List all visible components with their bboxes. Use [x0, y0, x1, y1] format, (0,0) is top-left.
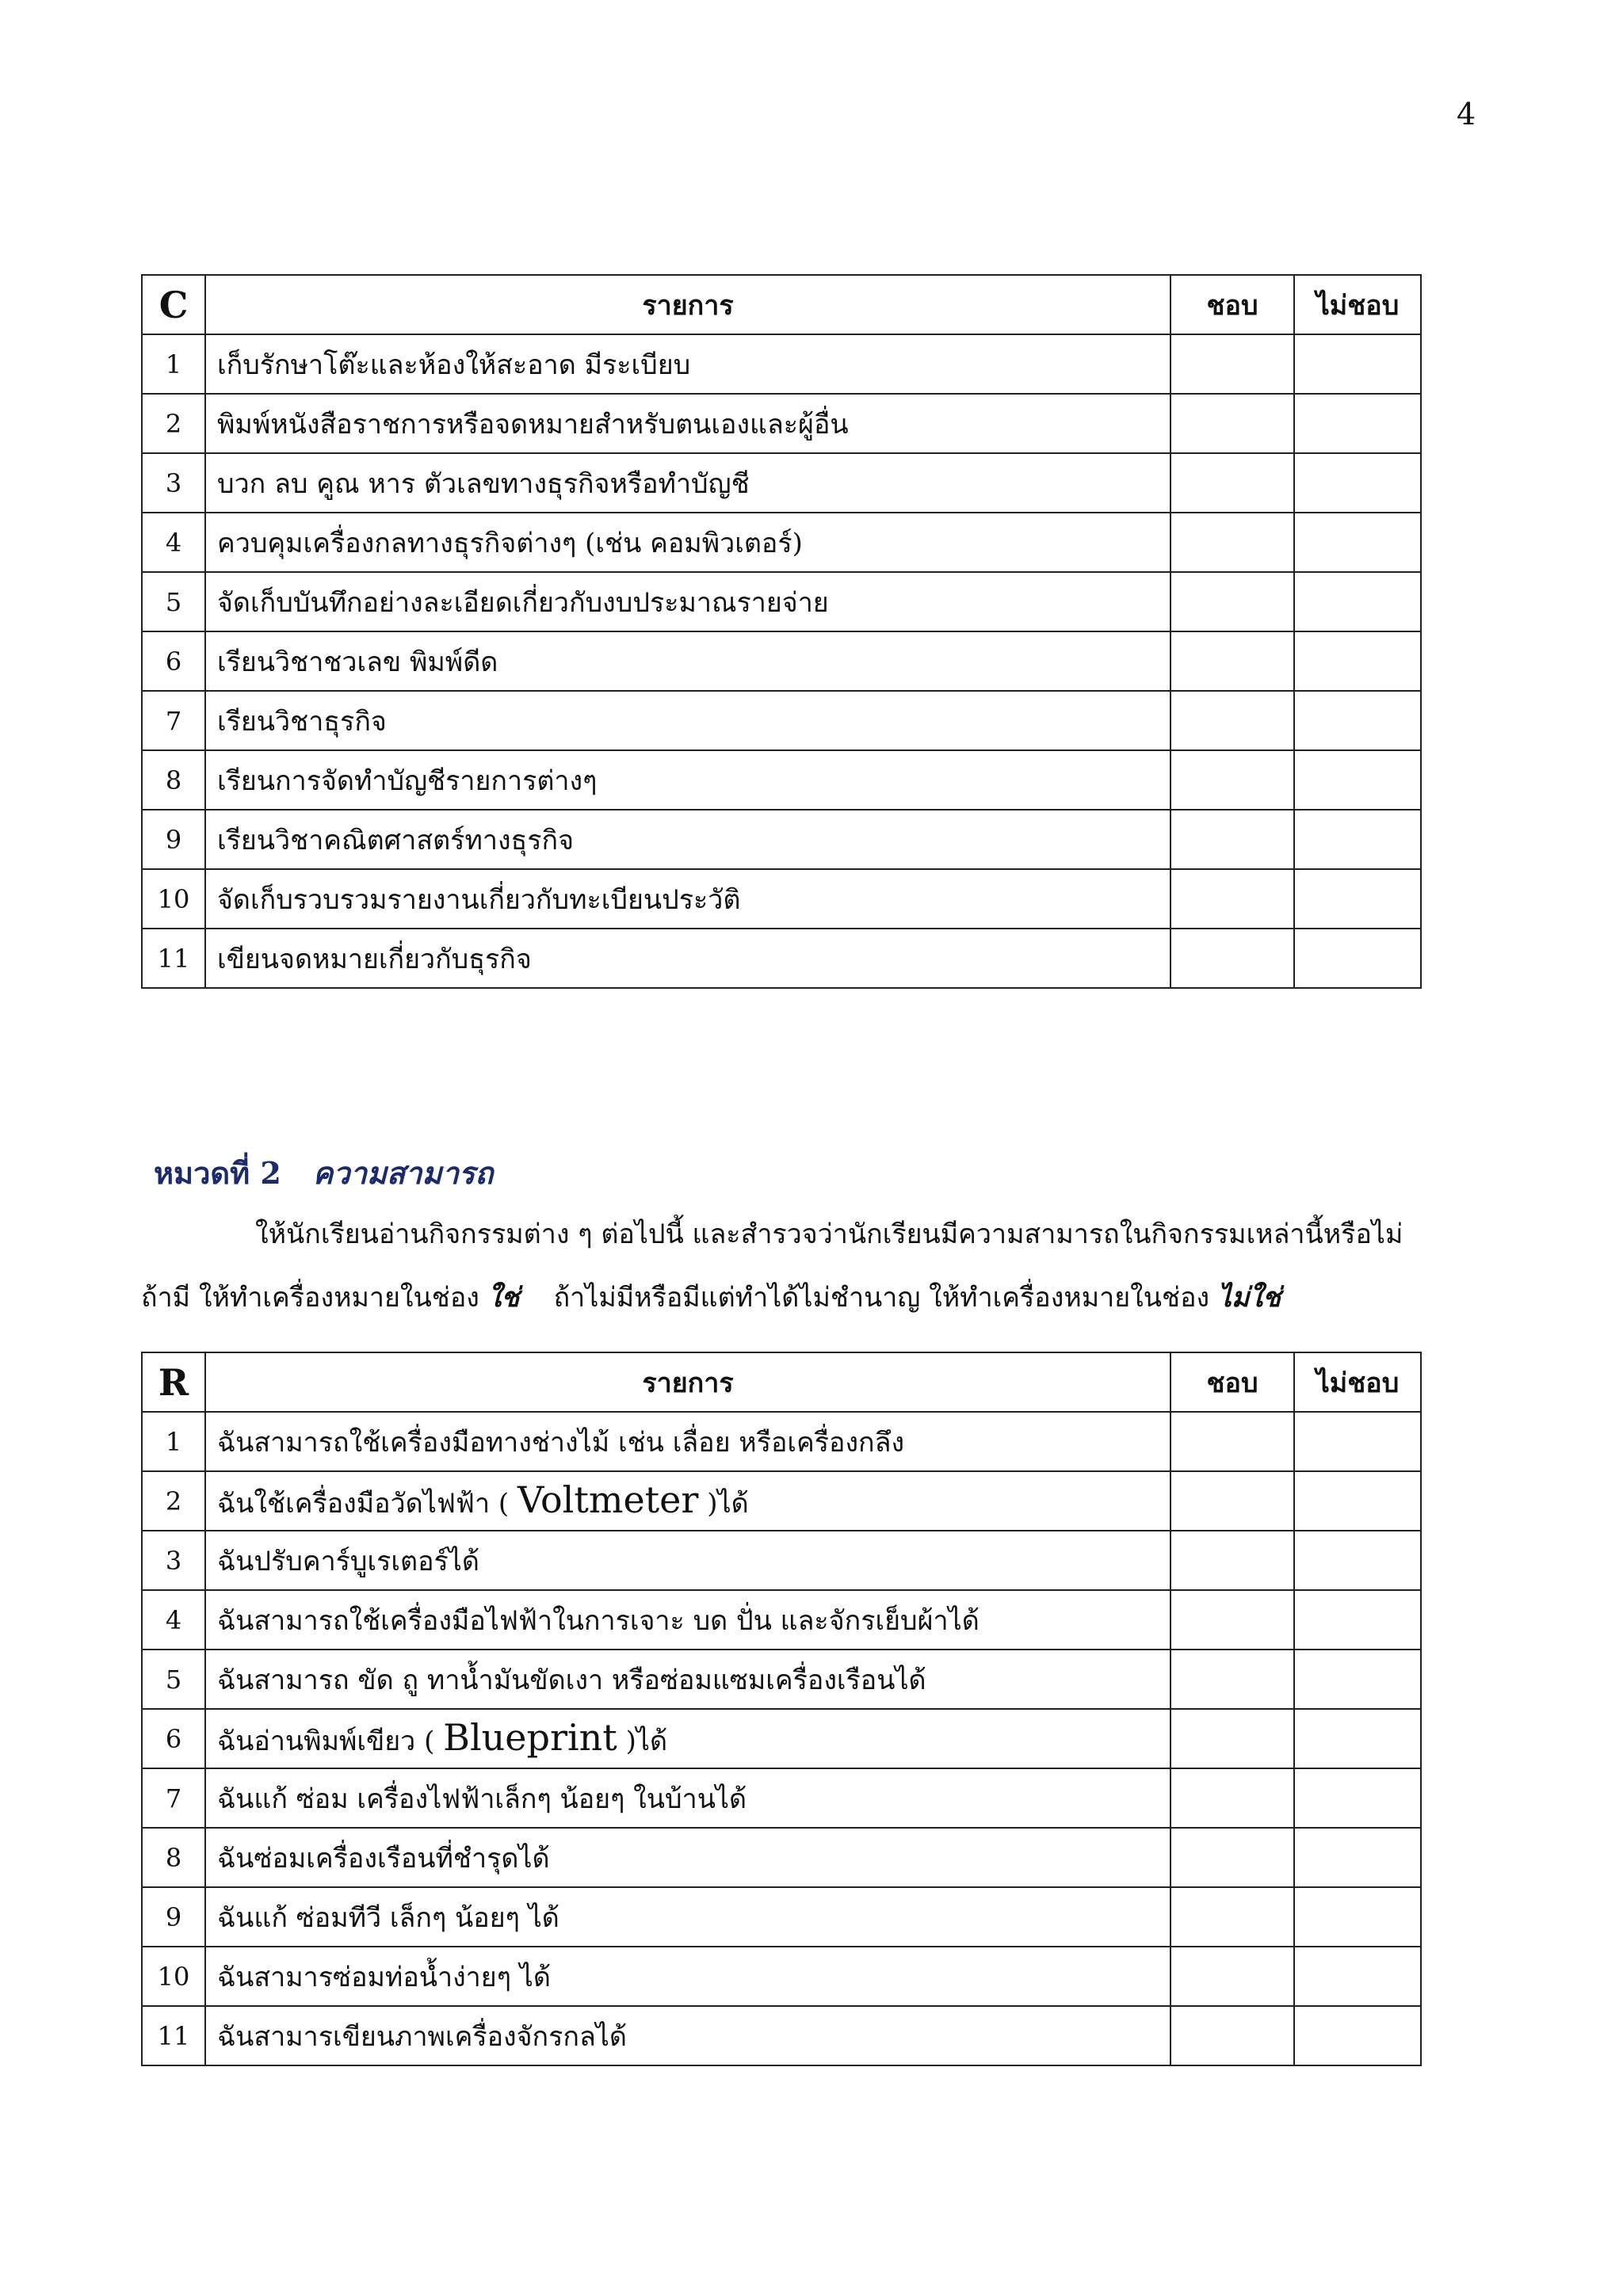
- dislike-checkbox-cell[interactable]: [1294, 2006, 1421, 2065]
- like-checkbox-cell[interactable]: [1170, 1947, 1294, 2006]
- like-checkbox-cell[interactable]: [1170, 631, 1294, 691]
- row-number: 3: [142, 1531, 205, 1590]
- row-item-text: บวก ลบ คูณ หาร ตัวเลขทางธุรกิจหรือทำบัญชี: [205, 453, 1170, 513]
- row-number: 9: [142, 1887, 205, 1947]
- table-row: [142, 631, 1421, 691]
- row-item-text-latin: Blueprint: [443, 1715, 617, 1759]
- like-checkbox-cell[interactable]: [1170, 750, 1294, 810]
- like-checkbox-cell[interactable]: [1170, 1887, 1294, 1947]
- dislike-checkbox-cell[interactable]: [1294, 513, 1421, 572]
- table-row: [142, 1531, 1421, 1590]
- table-row: [142, 869, 1421, 929]
- like-checkbox-cell[interactable]: [1170, 1709, 1294, 1768]
- row-number: 7: [142, 1768, 205, 1828]
- row-number: 11: [142, 929, 205, 988]
- like-checkbox-cell[interactable]: [1170, 1531, 1294, 1590]
- table-c-header-dislike: ไม่ชอบ: [1294, 275, 1421, 334]
- dislike-checkbox-cell[interactable]: [1294, 631, 1421, 691]
- row-item-text: ฉันแก้ ซ่อม เครื่องไฟฟ้าเล็กๆ น้อยๆ ในบ้านได้: [205, 1768, 1170, 1828]
- row-item-text: ฉันซ่อมเครื่องเรือนที่ชำรุดได้: [205, 1828, 1170, 1887]
- dislike-checkbox-cell[interactable]: [1294, 572, 1421, 631]
- table-row: [142, 1412, 1421, 1471]
- dislike-checkbox-cell[interactable]: [1294, 929, 1421, 988]
- table-row: [142, 513, 1421, 572]
- row-number: 6: [142, 1709, 205, 1768]
- table-c-letter: C: [142, 275, 205, 334]
- instruction-line-2: [141, 1276, 1281, 1318]
- row-item-text: ฉันสามารถใช้เครื่องมือไฟฟ้าในการเจาะ บด ปั่น และจักรเย็บผ้าได้: [205, 1590, 1170, 1650]
- page-number: 4: [1457, 97, 1476, 132]
- dislike-checkbox-cell[interactable]: [1294, 1531, 1421, 1590]
- like-checkbox-cell[interactable]: [1170, 929, 1294, 988]
- table-row: [142, 334, 1421, 394]
- dislike-checkbox-cell[interactable]: [1294, 1828, 1421, 1887]
- row-item-text-pre: ฉันอ่านพิมพ์เขียว (: [217, 1725, 444, 1757]
- like-checkbox-cell[interactable]: [1170, 810, 1294, 869]
- row-number: 2: [142, 1471, 205, 1531]
- row-item-text: ฉันสามารถ ขัด ถู ทาน้ำมันขัดเงา หรือซ่อมแซมเครื่องเรือนได้: [205, 1650, 1170, 1709]
- row-number: 5: [142, 572, 205, 631]
- dislike-checkbox-cell[interactable]: [1294, 810, 1421, 869]
- dislike-checkbox-cell[interactable]: [1294, 1412, 1421, 1471]
- dislike-checkbox-cell[interactable]: [1294, 1947, 1421, 2006]
- table-r-letter: R: [142, 1352, 205, 1412]
- row-number: 4: [142, 1590, 205, 1650]
- like-checkbox-cell[interactable]: [1170, 1828, 1294, 1887]
- row-item-text: เขียนจดหมายเกี่ยวกับธุรกิจ: [205, 929, 1170, 988]
- row-item-text: [205, 1471, 1170, 1531]
- table-row: [142, 2006, 1421, 2065]
- row-item-text-post: )ได้: [698, 1487, 749, 1520]
- row-item-text: เรียนการจัดทำบัญชีรายการต่างๆ: [205, 750, 1170, 810]
- table-row: [142, 1828, 1421, 1887]
- table-row: [142, 1650, 1421, 1709]
- row-item-text: เรียนวิชาธุรกิจ: [205, 691, 1170, 750]
- row-item-text: ฉันสามารซ่อมท่อน้ำง่ายๆ ได้: [205, 1947, 1170, 2006]
- row-item-text: ฉันปรับคาร์บูเรเตอร์ได้: [205, 1531, 1170, 1590]
- dislike-checkbox-cell[interactable]: [1294, 691, 1421, 750]
- table-row: [142, 1471, 1421, 1531]
- like-checkbox-cell[interactable]: [1170, 1471, 1294, 1531]
- table-row: [142, 1709, 1421, 1768]
- like-checkbox-cell[interactable]: [1170, 1768, 1294, 1828]
- dislike-checkbox-cell[interactable]: [1294, 453, 1421, 513]
- table-r: [141, 1352, 1422, 2066]
- dislike-checkbox-cell[interactable]: [1294, 750, 1421, 810]
- table-r-header-like: ชอบ: [1170, 1352, 1294, 1412]
- table-row: [142, 572, 1421, 631]
- row-item-text: พิมพ์หนังสือราชการหรือจดหมายสำหรับตนเองและผู้อื่น: [205, 394, 1170, 453]
- like-checkbox-cell[interactable]: [1170, 572, 1294, 631]
- like-checkbox-cell[interactable]: [1170, 691, 1294, 750]
- section-title: [154, 1149, 493, 1197]
- row-number: 1: [142, 334, 205, 394]
- dislike-checkbox-cell[interactable]: [1294, 1590, 1421, 1650]
- like-checkbox-cell[interactable]: [1170, 1650, 1294, 1709]
- row-number: 10: [142, 869, 205, 929]
- row-number: 8: [142, 1828, 205, 1887]
- row-number: 4: [142, 513, 205, 572]
- table-row: [142, 810, 1421, 869]
- row-item-text: เรียนวิชาคณิตศาสตร์ทางธุรกิจ: [205, 810, 1170, 869]
- table-c: [141, 274, 1422, 989]
- row-number: 3: [142, 453, 205, 513]
- row-item-text-pre: ฉันใช้เครื่องมือวัดไฟฟ้า (: [217, 1487, 517, 1520]
- table-row: [142, 750, 1421, 810]
- table-c-header-item: รายการ: [205, 275, 1170, 334]
- row-item-text: เรียนวิชาชวเลข พิมพ์ดีด: [205, 631, 1170, 691]
- row-item-text-post: )ได้: [617, 1725, 668, 1757]
- table-row: [142, 1947, 1421, 2006]
- table-c-header-like: ชอบ: [1170, 275, 1294, 334]
- like-checkbox-cell[interactable]: [1170, 513, 1294, 572]
- row-number: 6: [142, 631, 205, 691]
- row-number: 8: [142, 750, 205, 810]
- dislike-checkbox-cell[interactable]: [1294, 1471, 1421, 1531]
- row-number: 2: [142, 394, 205, 453]
- instruction-part-a: ถ้ามี ให้ทำเครื่องหมายในช่อง: [141, 1282, 488, 1314]
- row-item-text: [205, 1709, 1170, 1768]
- instruction-yes: ใช่: [487, 1282, 520, 1314]
- like-checkbox-cell[interactable]: [1170, 1412, 1294, 1471]
- row-number: 1: [142, 1412, 205, 1471]
- table-row: [142, 1887, 1421, 1947]
- row-number: 11: [142, 2006, 205, 2065]
- dislike-checkbox-cell[interactable]: [1294, 394, 1421, 453]
- table-row: [142, 453, 1421, 513]
- instruction-no: ไม่ใช่: [1217, 1282, 1281, 1314]
- table-row: [142, 1590, 1421, 1650]
- row-item-text: เก็บรักษาโต๊ะและห้องให้สะอาด มีระเบียบ: [205, 334, 1170, 394]
- like-checkbox-cell[interactable]: [1170, 334, 1294, 394]
- table-r-header-item: รายการ: [205, 1352, 1170, 1412]
- instruction-part-b: ถ้าไม่มีหรือมีแต่ทำได้ไม่ชำนาญ ให้ทำเครื่องหมายในช่อง: [519, 1282, 1218, 1314]
- row-number: 5: [142, 1650, 205, 1709]
- table-row: [142, 1768, 1421, 1828]
- row-number: 10: [142, 1947, 205, 2006]
- like-checkbox-cell[interactable]: [1170, 869, 1294, 929]
- row-number: 7: [142, 691, 205, 750]
- like-checkbox-cell[interactable]: [1170, 1590, 1294, 1650]
- row-item-text: ฉันแก้ ซ่อมทีวี เล็กๆ น้อยๆ ได้: [205, 1887, 1170, 1947]
- dislike-checkbox-cell[interactable]: [1294, 1709, 1421, 1768]
- instruction-line-1: ให้นักเรียนอ่านกิจกรรมต่าง ๆ ต่อไปนี้ และสำรวจว่านักเรียนมีความสามารถในกิจกรรมเหล่านี้หรือไม่: [255, 1219, 1403, 1250]
- table-c-header-row: [142, 275, 1421, 334]
- row-item-text: ฉันสามารถใช้เครื่องมือทางช่างไม้ เช่น เลื่อย หรือเครื่องกลึง: [205, 1412, 1170, 1471]
- dislike-checkbox-cell[interactable]: [1294, 1768, 1421, 1828]
- row-number: 9: [142, 810, 205, 869]
- dislike-checkbox-cell[interactable]: [1294, 869, 1421, 929]
- dislike-checkbox-cell[interactable]: [1294, 1650, 1421, 1709]
- dislike-checkbox-cell[interactable]: [1294, 334, 1421, 394]
- table-r-header-row: [142, 1352, 1421, 1412]
- section-number: หมวดที่ 2: [154, 1155, 281, 1191]
- table-row: [142, 929, 1421, 988]
- row-item-text: จัดเก็บบันทึกอย่างละเอียดเกี่ยวกับงบประมาณรายจ่าย: [205, 572, 1170, 631]
- like-checkbox-cell[interactable]: [1170, 394, 1294, 453]
- table-row: [142, 691, 1421, 750]
- table-row: [142, 394, 1421, 453]
- dislike-checkbox-cell[interactable]: [1294, 1887, 1421, 1947]
- row-item-text: ฉันสามารเขียนภาพเครื่องจักรกลได้: [205, 2006, 1170, 2065]
- section-name: ความสามารถ: [312, 1155, 494, 1191]
- like-checkbox-cell[interactable]: [1170, 2006, 1294, 2065]
- row-item-text: จัดเก็บรวบรวมรายงานเกี่ยวกับทะเบียนประวัติ: [205, 869, 1170, 929]
- row-item-text: ควบคุมเครื่องกลทางธุรกิจต่างๆ (เช่น คอมพิวเตอร์): [205, 513, 1170, 572]
- row-item-text-latin: Voltmeter: [517, 1478, 699, 1521]
- table-r-header-dislike: ไม่ชอบ: [1294, 1352, 1421, 1412]
- like-checkbox-cell[interactable]: [1170, 453, 1294, 513]
